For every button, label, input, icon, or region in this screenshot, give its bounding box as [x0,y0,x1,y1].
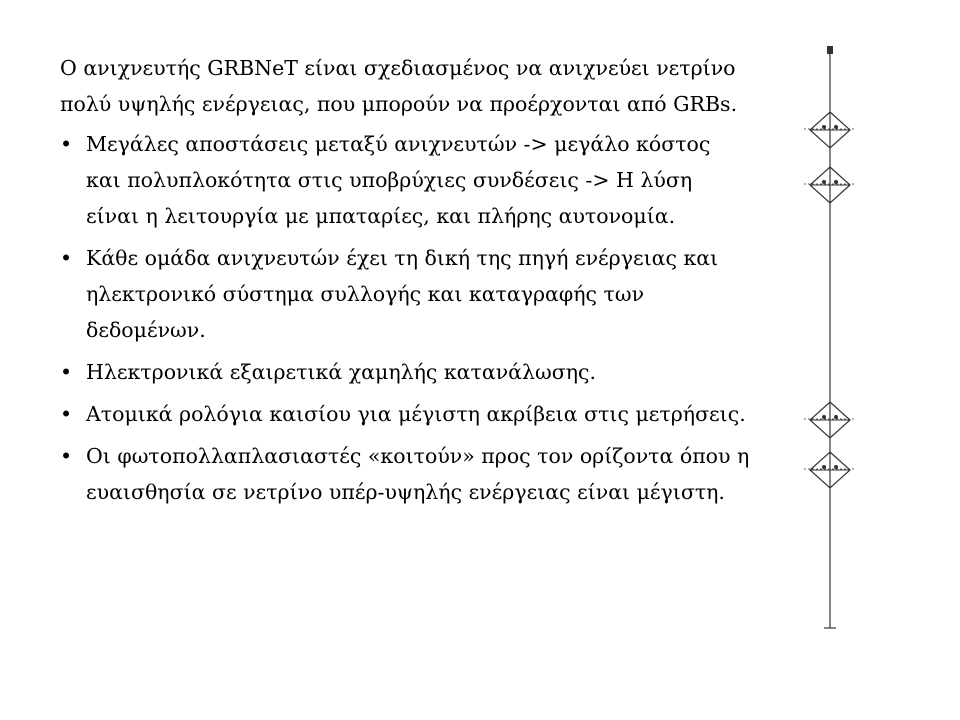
bullet-text: Οι φωτοπολλαπλασιαστές «κοιτούν» προς τον ορίζοντα όπου η ευαισθησία σε νετρίνο υπέρ-υψηλής ενέργειας είναι μέγιστη. [86,444,750,504]
intro-paragraph: Ο ανιχνευτής GRBNeT είναι σχεδιασμένος να ανιχνεύει νετρίνο πολύ υψηλής ενέργειας, που μπορούν να προέρχονται από GRBs. [60,56,738,116]
list-item [60,126,750,234]
bullet-text: Ηλεκτρονικά εξαιρετικά χαμηλής κατανάλωσης. [86,360,596,384]
list-item [60,354,750,390]
bullet-text: Κάθε ομάδα ανιχνευτών έχει τη δική της πηγή ενέργειας και ηλεκτρονικό σύστημα συλλογής και καταγραφής των δεδομένων. [86,246,719,342]
bullet-text: Μεγάλες αποστάσεις μεταξύ ανιχνευτών -> μεγάλο κόστος και πολυπλοκότητα στις υποβρύχιες συνδέσεις -> Η λύση είναι η λειτουργία με μπαταρίες, και πλήρης αυτονομία. [86,132,711,228]
bullet-icon: • [60,444,73,468]
bullet-icon: • [60,402,73,426]
list-item [60,438,750,510]
bullet-icon: • [60,360,73,384]
detector-string-icon [800,40,860,640]
bullet-icon: • [60,246,73,270]
bullet-list [60,126,750,510]
bullet-text: Ατομικά ρολόγια καισίου για μέγιστη ακρίβεια στις μετρήσεις. [86,402,746,426]
list-item [60,396,750,432]
bullet-icon: • [60,132,73,156]
list-item [60,240,750,348]
slide-text [60,50,750,516]
